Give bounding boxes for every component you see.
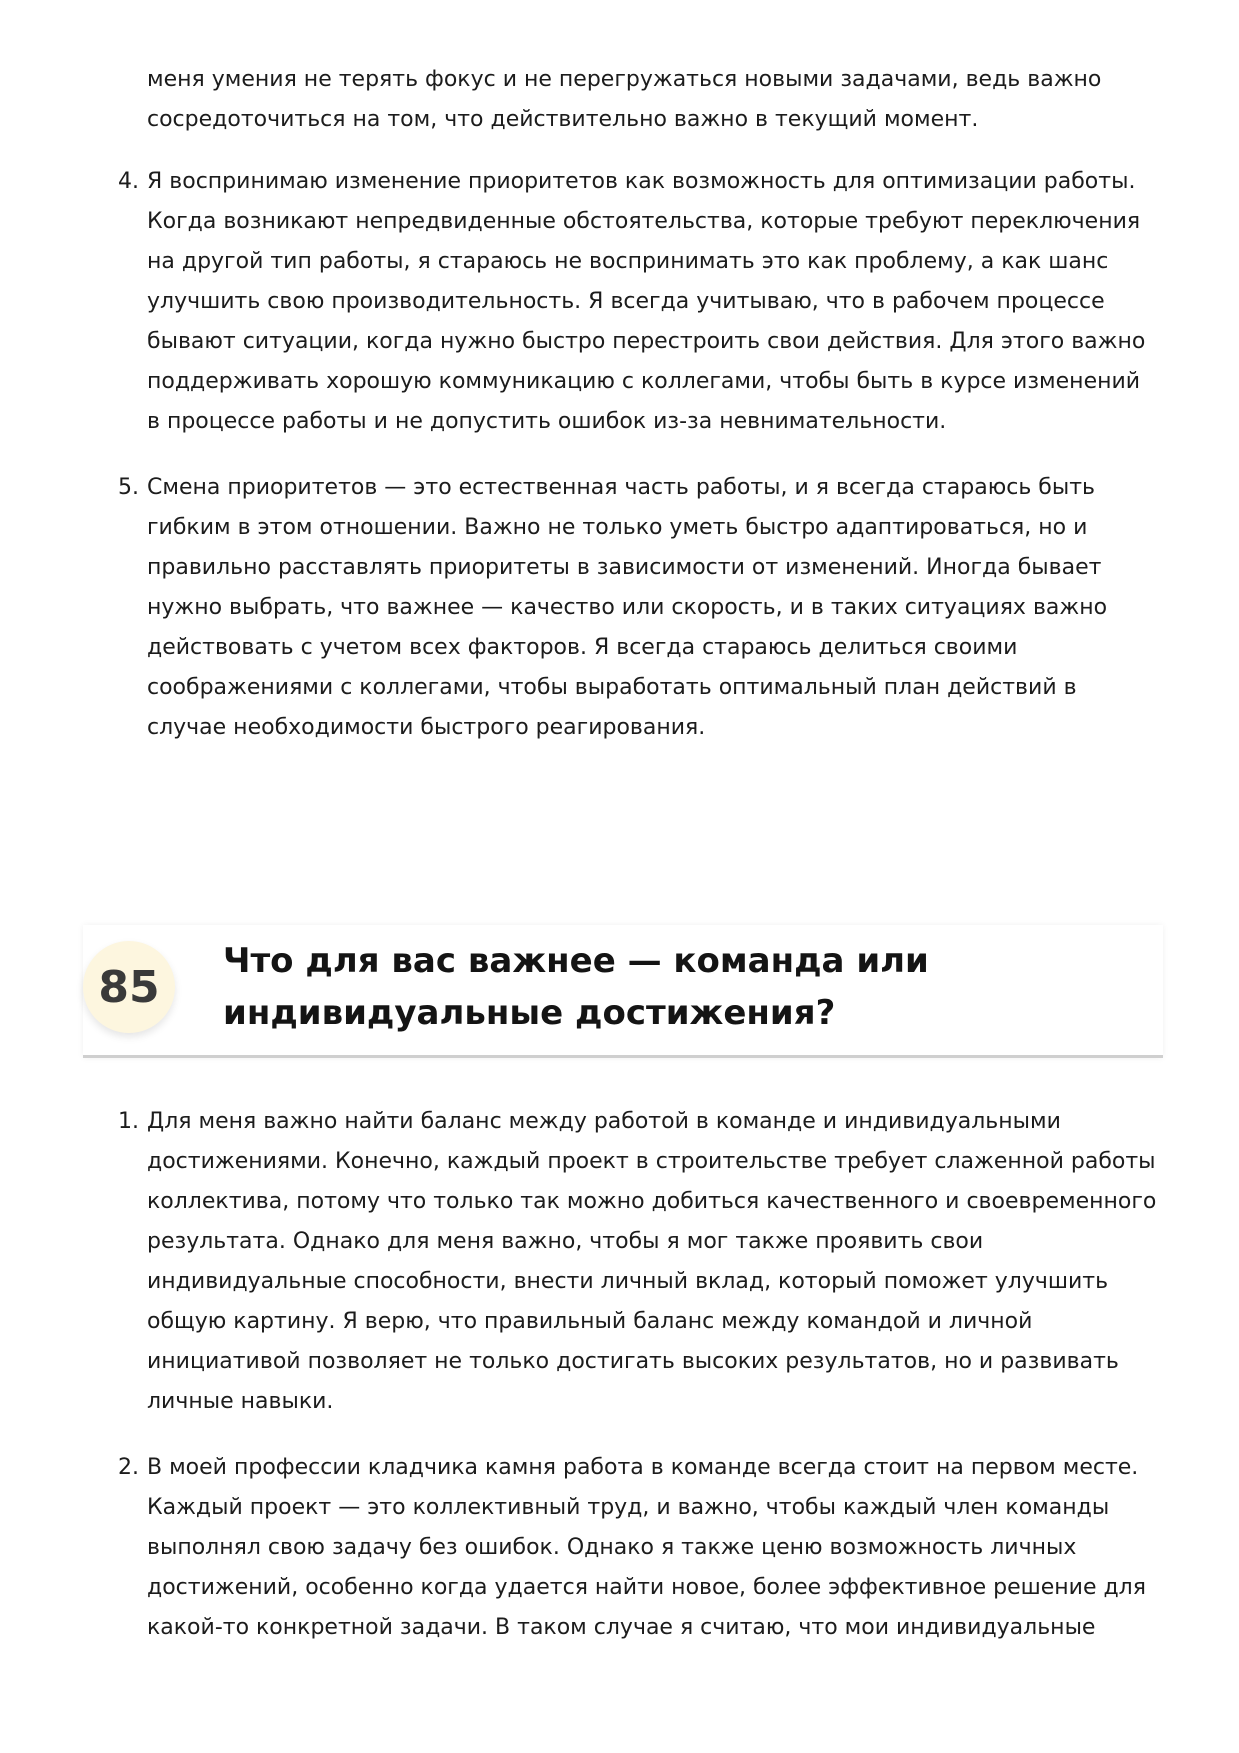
question-header [83,925,1163,1058]
question-number-badge: 85 [83,941,175,1033]
question-title-line: индивидуальные достижения? [223,993,836,1033]
question-title [223,935,1143,1039]
list-item-text: В моей профессии кладчика камня работа в команде всегда стоит на первом месте. Каждый проект — это коллективный труд, и важно, чтобы каждый член команды выполнял свою задачу без ошибок. Однако я также ценю возможность личных достижений, особенно когда удается найти новое, более эффективное решение для какой-то конкретной задачи. В таком случае я считаю, что мои индивидуальные [147,1455,1146,1640]
list-item [0,468,1157,748]
list-item-number: 1. [118,1109,139,1134]
continued-paragraph: меня умения не терять фокус и не перегружаться новыми задачами, ведь важно сосредоточиться на том, что действительно важно в текущий момент. [147,67,1102,132]
list-item [0,1448,1157,1648]
list-item-text: Смена приоритетов — это естественная часть работы, и я всегда стараюсь быть гибким в этом отношении. Важно не только уметь быстро адаптироваться, но и правильно расставлять приоритеты в зависимости от изменений. Иногда бывает нужно выбрать, что важнее — качество или скорость, и в таких ситуациях важно действовать с учетом всех факторов. Я всегда стараюсь делиться своими соображениями с коллегами, чтобы выработать оптимальный план действий в случае необходимости быстрого реагирования. [147,475,1108,740]
question-title-line: Что для вас важнее — команда или [223,941,929,981]
list-item [0,1102,1157,1422]
list-item-text: Для меня важно найти баланс между работой в команде и индивидуальными достижениями. Конечно, каждый проект в строительстве требует слаженной работы коллектива, потому что только так можно добиться качественного и своевременного результата. Однако для меня важно, чтобы я мог также проявить свои индивидуальные способности, внести личный вклад, который поможет улучшить общую картину. Я верю, что правильный баланс между командой и личной инициативой позволяет не только достигать высоких результатов, но и развивать личные навыки. [147,1109,1157,1414]
list-item-text: Я воспринимаю изменение приоритетов как возможность для оптимизации работы. Когда возникают непредвиденные обстоятельства, которые требуют переключения на другой тип работы, я стараюсь не воспринимать это как проблему, а как шанс улучшить свою производительность. Я всегда учитываю, что в рабочем процессе бывают ситуации, когда нужно быстро перестроить свои действия. Для этого важно поддерживать хорошую коммуникацию с коллегами, чтобы быть в курсе изменений в процессе работы и не допустить ошибок из-за невнимательности. [147,169,1146,434]
list-item [0,162,1157,442]
list-item-number: 2. [118,1455,139,1480]
list-item-number: 4. [118,169,139,194]
list-item-number: 5. [118,475,139,500]
